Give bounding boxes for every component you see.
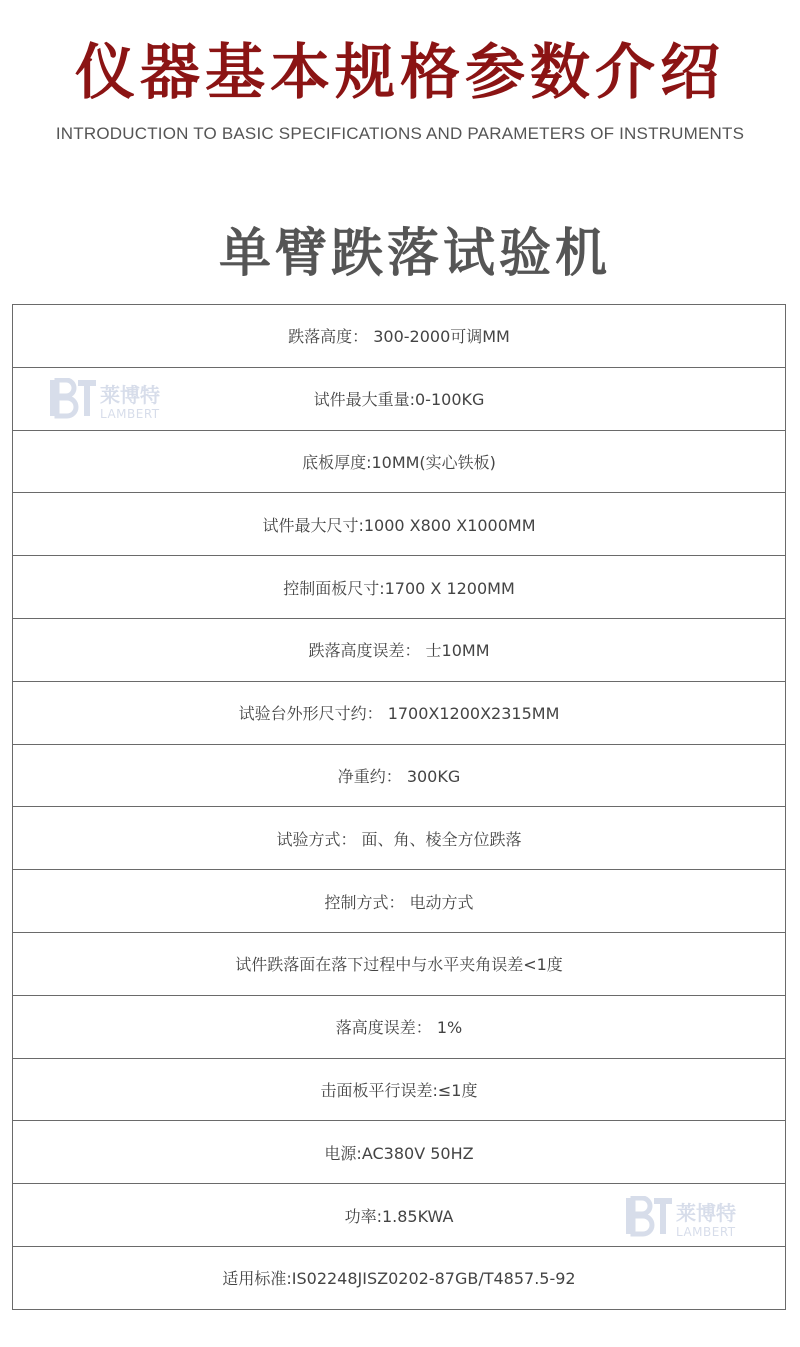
spec-cell: 电源:AC380V 50HZ [13,1121,786,1184]
spec-cell: 控制面板尺寸:1700 X 1200MM [13,556,786,619]
spec-row [13,618,786,681]
spec-row [13,807,786,870]
spec-cell: 跌落高度误差： 士10MM [13,618,786,681]
spec-row [13,870,786,933]
spec-row [13,995,786,1058]
spec-cell: 跌落高度： 300-2000可调MM [13,305,786,368]
spec-cell: 试件最大尺寸:1000 X800 X1000MM [13,493,786,556]
spec-cell: 落高度误差： 1% [13,995,786,1058]
spec-row [13,932,786,995]
spec-row [13,556,786,619]
spec-cell: 击面板平行误差:≤1度 [13,1058,786,1121]
lambert-watermark-logo [626,1196,758,1244]
product-name: 单臂跌落试验机 [218,224,611,284]
page-subtitle: INTRODUCTION TO BASIC SPECIFICATIONS AND PARAMETERS OF INSTRUMENTS [55,124,745,143]
spec-cell: 净重约： 300KG [13,744,786,807]
spec-row [13,493,786,556]
spec-cell: 试验方式： 面、角、棱全方位跌落 [13,807,786,870]
svg-text:莱博特: 莱博特 [676,1201,736,1225]
spec-row [13,744,786,807]
spec-row [13,1058,786,1121]
spec-cell: 功率:1.85KWA [13,1184,786,1247]
spec-row [13,305,786,368]
spec-row [13,681,786,744]
spec-row [13,1121,786,1184]
spec-row [13,1246,786,1309]
spec-cell: 底板厚度:10MM(实心铁板) [13,430,786,493]
svg-text:莱博特: 莱博特 [100,383,160,407]
spec-cell: 适用标准:IS02248JISZ0202-87GB/T4857.5-92 [13,1246,786,1309]
spec-row [13,430,786,493]
page-title: 仪器基本规格参数介绍 [75,38,725,108]
spec-cell: 试验台外形尺寸约： 1700X1200X2315MM [13,681,786,744]
lambert-watermark-logo [50,378,182,426]
svg-text:LAMBERT: LAMBERT [100,407,160,421]
spec-cell: 控制方式： 电动方式 [13,870,786,933]
spec-table [12,304,786,1310]
svg-text:LAMBERT: LAMBERT [676,1225,736,1239]
spec-cell: 试件最大重量:0-100KG [13,367,786,430]
spec-cell: 试件跌落面在落下过程中与水平夹角误差<1度 [13,932,786,995]
